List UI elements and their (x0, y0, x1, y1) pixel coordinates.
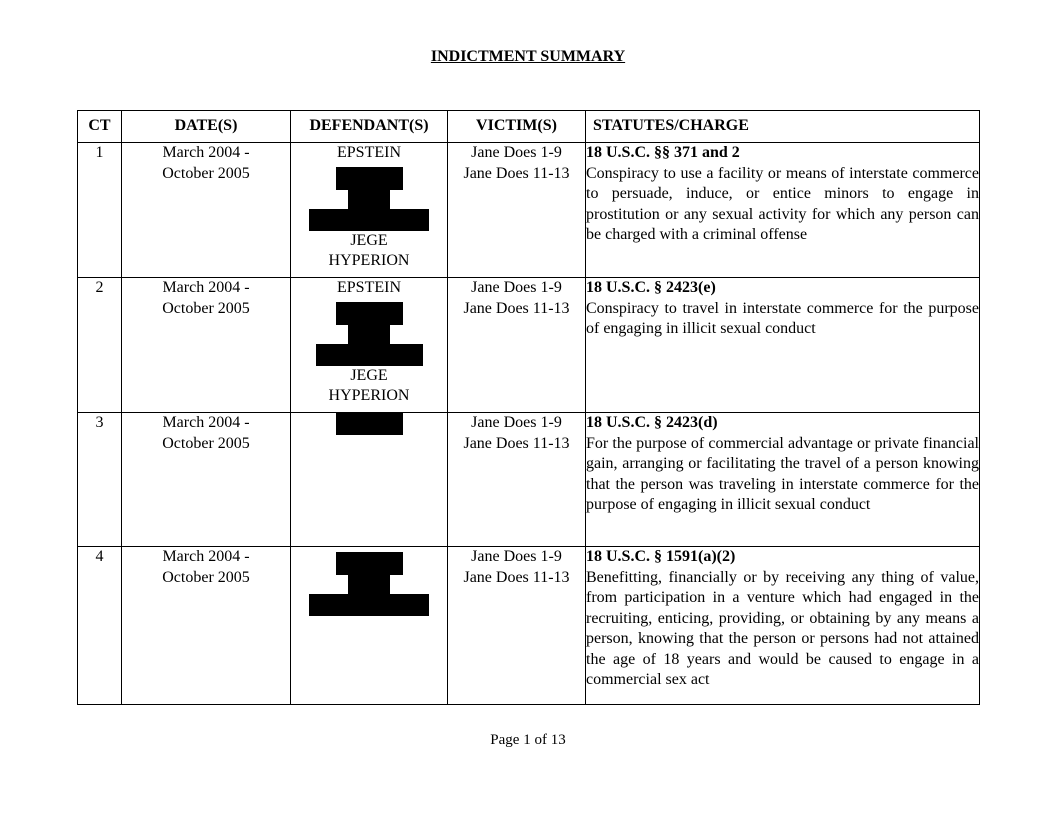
victim-line: Jane Does 11-13 (463, 434, 570, 452)
victim-cell (448, 143, 586, 278)
defendant-cell (291, 547, 448, 705)
date-start: March 2004 - (162, 144, 250, 161)
header-defendants: DEFENDANT(S) (291, 111, 448, 143)
charge-text: Conspiracy to travel in interstate commerce for the purpose of engaging in illicit sexual conduct (586, 299, 979, 337)
defendant-name: JEGE (350, 366, 388, 384)
page-number: Page 1 of 13 (490, 732, 566, 748)
victim-line: Jane Does 1-9 (471, 548, 562, 565)
date-cell (122, 278, 291, 413)
redaction-block (309, 167, 429, 231)
victim-line: Jane Does 11-13 (463, 568, 570, 586)
defendant-cell (291, 143, 448, 278)
header-ct: CT (78, 111, 122, 143)
charge-text: For the purpose of commercial advantage or private financial gain, arranging or facilitating the travel of a person knowing that the person was traveling in interstate commerce for the purpose of engaging in illicit sexual conduct (586, 434, 979, 513)
header-statutes: STATUTES/CHARGE (586, 111, 980, 143)
date-cell (122, 143, 291, 278)
date-end: October 2005 (162, 434, 250, 452)
victim-line: Jane Does 1-9 (471, 279, 562, 296)
table-row (78, 143, 980, 278)
count-number: 3 (78, 413, 122, 547)
defendant-name: HYPERION (328, 387, 410, 404)
header-victims: VICTIM(S) (448, 111, 586, 143)
date-start: March 2004 - (162, 414, 250, 431)
statute-citation: 18 U.S.C. § 2423(e) (586, 279, 716, 296)
victim-line: Jane Does 11-13 (463, 299, 570, 317)
count-number: 2 (78, 278, 122, 413)
statute-cell (586, 143, 980, 278)
table-header-row (78, 111, 980, 143)
statute-cell (586, 278, 980, 413)
statute-cell (586, 547, 980, 705)
header-dates: DATE(S) (122, 111, 291, 143)
defendant-cell (291, 278, 448, 413)
indictment-table (77, 110, 980, 705)
victim-cell (448, 547, 586, 705)
defendant-name: EPSTEIN (337, 279, 401, 296)
redaction-block (309, 302, 429, 366)
victim-line: Jane Does 1-9 (471, 144, 562, 161)
table-row (78, 547, 980, 705)
charge-text: Conspiracy to use a facility or means of interstate commerce to persuade, induce, or entice minors to engage in prostitution or any sexual activity for which any person can be charged with a criminal offense (586, 164, 979, 243)
date-start: March 2004 - (162, 548, 250, 565)
document-title: INDICTMENT SUMMARY (430, 48, 626, 65)
defendant-name: HYPERION (328, 252, 410, 269)
count-number: 4 (78, 547, 122, 705)
redaction-block (336, 413, 403, 435)
table-row (78, 413, 980, 547)
defendant-name: EPSTEIN (337, 144, 401, 161)
table-row (78, 278, 980, 413)
victim-cell (448, 278, 586, 413)
count-number: 1 (78, 143, 122, 278)
victim-line: Jane Does 1-9 (471, 414, 562, 431)
statute-citation: 18 U.S.C. §§ 371 and 2 (586, 144, 740, 161)
date-start: March 2004 - (162, 279, 250, 296)
date-cell (122, 413, 291, 547)
date-cell (122, 547, 291, 705)
redaction-block (309, 552, 429, 616)
victim-line: Jane Does 11-13 (463, 164, 570, 182)
date-end: October 2005 (162, 568, 250, 586)
date-end: October 2005 (162, 299, 250, 317)
charge-text: Benefitting, financially or by receiving any thing of value, from participation in a venture which had engaged in the recruiting, enticing, providing, or obtaining by any means a person, knowing that the person or persons had not attained the age of 18 years and would be caused to engage in a commercial sex act (586, 568, 979, 688)
defendant-name: JEGE (350, 231, 388, 249)
victim-cell (448, 413, 586, 547)
date-end: October 2005 (162, 164, 250, 182)
statute-citation: 18 U.S.C. § 1591(a)(2) (586, 548, 736, 565)
statute-citation: 18 U.S.C. § 2423(d) (586, 414, 718, 431)
defendant-cell (291, 413, 448, 547)
statute-cell (586, 413, 980, 547)
